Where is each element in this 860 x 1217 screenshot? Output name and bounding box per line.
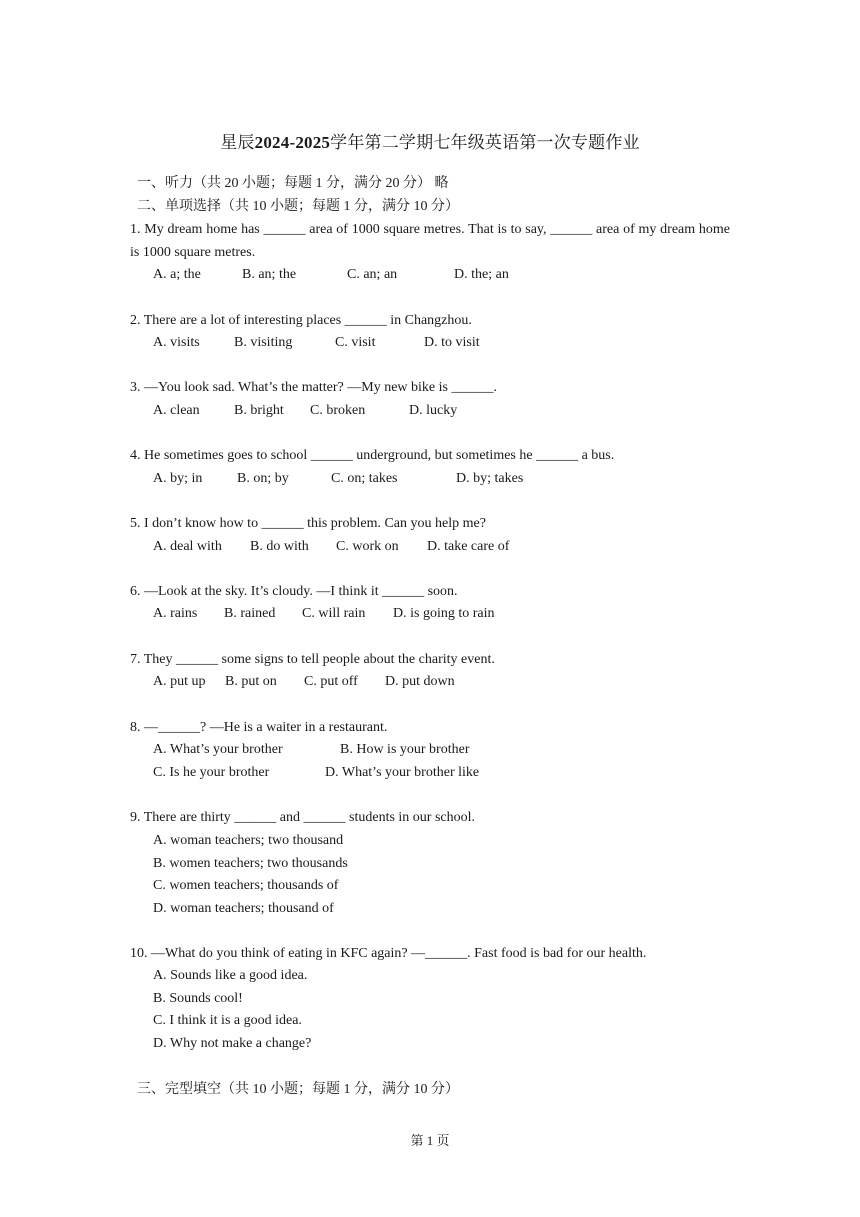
option-b: B. do with — [250, 539, 309, 554]
question-10-stem: 10. —What do you think of eating in KFC again? —______. Fast food is bad for our health. — [130, 946, 647, 961]
page-number: 第 1 页 — [410, 1133, 450, 1148]
section-cloze: 三、完型填空（共 10 小题；每题 1 分，满分 10 分） — [137, 1082, 459, 1097]
question-2-stem: 2. There are a lot of interesting places ______ in Changzhou. — [130, 313, 472, 328]
option-d: D. Why not make a change? — [153, 1036, 312, 1051]
option-a: A. visits — [153, 335, 200, 350]
section-listening: 一、听力（共 20 小题；每题 1 分，满分 20 分） 略 — [137, 176, 449, 191]
option-a: A. rains — [153, 606, 198, 621]
section-single-choice: 二、单项选择（共 10 小题；每题 1 分，满分 10 分） — [137, 199, 459, 214]
option-b: B. visiting — [234, 335, 293, 350]
option-c: C. an; an — [347, 267, 398, 282]
option-b: B. How is your brother — [340, 742, 470, 757]
option-a: A. woman teachers; two thousand — [153, 833, 344, 848]
option-c: C. I think it is a good idea. — [153, 1013, 302, 1028]
option-a: A. put up — [153, 674, 206, 689]
option-c: C. put off — [304, 674, 358, 689]
option-c: C. on; takes — [331, 471, 398, 486]
option-c: C. work on — [336, 539, 399, 554]
option-b: B. bright — [234, 403, 284, 418]
option-c: C. will rain — [302, 606, 366, 621]
document-title — [0, 128, 860, 153]
question-10-options — [153, 967, 453, 1057]
question-4-stem: 4. He sometimes goes to school ______ underground, but sometimes he ______ a bus. — [130, 448, 615, 463]
option-a: A. What’s your brother — [153, 742, 283, 757]
option-b: B. Sounds cool! — [153, 991, 243, 1006]
option-b: B. women teachers; two thousands — [153, 856, 348, 871]
question-5-stem: 5. I don’t know how to ______ this problem. Can you help me? — [130, 516, 486, 531]
option-a: A. Sounds like a good idea. — [153, 968, 308, 983]
question-7-stem: 7. They ______ some signs to tell people about the charity event. — [130, 652, 495, 667]
option-b: B. put on — [225, 674, 277, 689]
option-d: D. What’s your brother like — [325, 765, 480, 780]
option-b: B. an; the — [242, 267, 297, 282]
option-b: B. on; by — [237, 471, 289, 486]
question-9-stem: 9. There are thirty ______ and ______ students in our school. — [130, 810, 476, 825]
option-d: D. woman teachers; thousand of — [153, 901, 334, 916]
title-prefix: 星辰 — [220, 133, 255, 152]
option-d: D. lucky — [409, 403, 458, 418]
option-a: A. by; in — [153, 471, 203, 486]
question-6-stem: 6. —Look at the sky. It’s cloudy. —I think it ______ soon. — [130, 584, 458, 599]
question-3-stem: 3. —You look sad. What’s the matter? —My new bike is ______. — [130, 380, 497, 395]
title-year: 2024-2025 — [254, 133, 331, 152]
option-c: C. women teachers; thousands of — [153, 878, 339, 893]
option-d: D. put down — [385, 674, 455, 689]
option-d: D. the; an — [454, 267, 509, 282]
option-d: D. is going to rain — [393, 606, 495, 621]
question-9-options — [153, 832, 453, 922]
option-d: D. to visit — [424, 335, 480, 350]
question-8-options — [153, 741, 553, 786]
question-1-stem: 1. My dream home has ______ area of 1000 square metres. That is to say, ______ area of my dream home is 1000 square metres. — [130, 222, 730, 260]
option-c: C. broken — [310, 403, 366, 418]
option-b: B. rained — [224, 606, 276, 621]
option-c: C. visit — [335, 335, 376, 350]
title-suffix: 学年第二学期七年级英语第一次专题作业 — [330, 133, 640, 152]
option-c: C. Is he your brother — [153, 765, 270, 780]
option-a: A. deal with — [153, 539, 222, 554]
option-a: A. a; the — [153, 267, 201, 282]
option-a: A. clean — [153, 403, 200, 418]
question-8-stem: 8. —______? —He is a waiter in a restaurant. — [130, 720, 388, 735]
option-d: D. by; takes — [456, 471, 524, 486]
option-d: D. take care of — [427, 539, 510, 554]
